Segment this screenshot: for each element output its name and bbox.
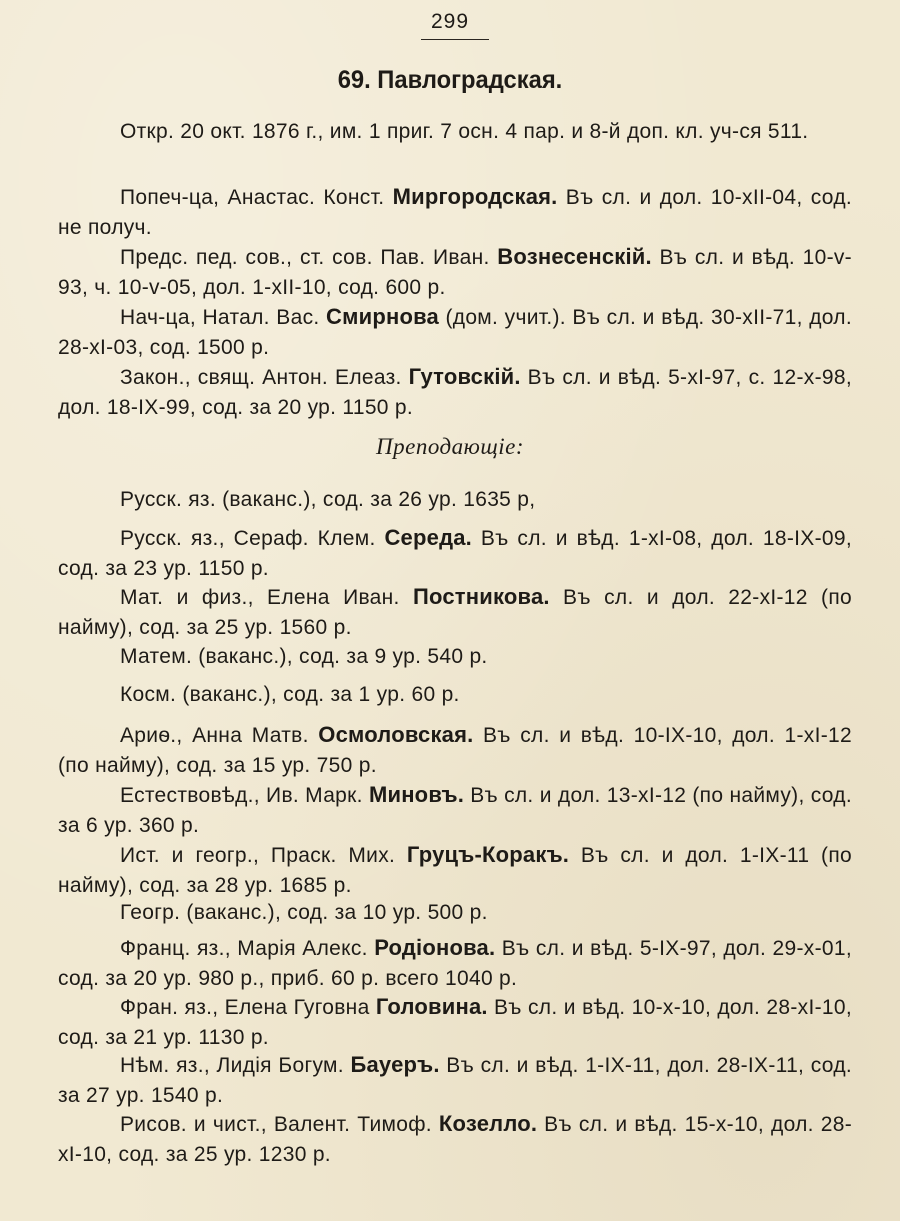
entry-before: Русск. яз. (ваканс.), сод. за 26 ур. 1635 р, [120, 488, 536, 511]
person-surname: Вознесенскій. [497, 244, 652, 269]
entry-after: Въ сл. и вѣд. 5-хI-97, с. 12-х-98, дол. 18-IX-99, сод. за 20 ур. 1150 р. [58, 366, 852, 419]
entry-after: Въ сл. и дол. 10-хII-04, сод. не получ. [58, 186, 853, 239]
person-surname: Постникова. [413, 584, 550, 609]
entry-before: Геогр. (ваканс.), сод. за 10 ур. 500 р. [120, 901, 488, 924]
entry-before: Ариѳ., Анна Матв. [120, 724, 319, 747]
entry-before: Фран. яз., Елена Гуговна [120, 996, 376, 1019]
teacher-entry [58, 780, 852, 841]
entry-after: (дом. учит.). Въ сл. и вѣд. 30-хII-71, дол. 28-хI-03, сод. 1500 р. [58, 306, 852, 359]
person-surname: Бауеръ. [350, 1052, 440, 1077]
entry-after: Въ сл. и вѣд. 10-v-93, ч. 10-v-05, дол. 1-хII-10, сод. 600 р. [58, 246, 852, 299]
person-surname: Головина. [375, 994, 488, 1019]
person-surname: Козелло. [438, 1111, 538, 1136]
teacher-entry [58, 582, 852, 643]
entry-before: Франц. яз., Марія Алекс. [120, 937, 375, 960]
entry-before: Русск. яз., Сераф. Клем. [120, 527, 385, 550]
entry-before: Предс. пед. сов., ст. сов. Пав. Иван. [120, 246, 498, 269]
person-surname: Середа. [384, 525, 472, 550]
opening-text: Откр. 20 окт. 1876 г., им. 1 приг. 7 осн. 4 пар. и 8-й доп. кл. уч-ся 511. [120, 120, 809, 143]
teacher-entry [58, 1050, 852, 1111]
entry-before: Ист. и геогр., Праск. Мих. [120, 844, 407, 867]
entry-before: Матем. (ваканс.), сод. за 9 ур. 540 р. [120, 645, 488, 668]
entry-after: Въ сл. и вѣд. 5-IX-97, дол. 29-х-01, сод. за 20 ур. 980 р., приб. 60 р. всего 1040 р. [58, 937, 852, 990]
entry-before: Рисов. и чист., Валент. Тимоф. [120, 1113, 439, 1136]
teacher-entry [58, 1109, 852, 1170]
opening-paragraph [58, 117, 852, 147]
person-surname: Груцъ-Коракъ. [406, 842, 570, 867]
entry-after: Въ сл. и вѣд. 10-х-10, дол. 28-хI-10, сод. за 21 ур. 1130 р. [58, 996, 852, 1049]
entry-after: Въ сл. и дол. 1-IX-11 (по найму), сод. за 28 ур. 1685 р. [58, 844, 852, 897]
entry-before: Закон., свящ. Антон. Елеаз. [120, 366, 409, 389]
teacher-entry [58, 485, 852, 515]
person-surname: Гутовскій. [408, 364, 521, 389]
entry-after: Въ сл. и вѣд. 1-IX-11, дол. 28-IX-11, сод. за 27 ур. 1540 р. [58, 1054, 853, 1107]
section-title: 69. Павлоградская. [337, 66, 563, 94]
staff-entry [58, 362, 852, 423]
person-surname: Родіонова. [374, 935, 496, 960]
entry-after: Въ сл. и вѣд. 10-IX-10, дол. 1-хI-12 (по найму), сод. за 15 ур. 750 р. [58, 724, 852, 777]
entry-before: Естествовѣд., Ив. Марк. [120, 784, 369, 807]
entry-after: Въ сл. и вѣд. 15-х-10, дол. 28-хI-10, сод. за 25 ур. 1230 р. [58, 1113, 853, 1166]
entry-after: Въ сл. и дол. 22-хI-12 (по найму), сод. за 25 ур. 1560 р. [58, 586, 853, 639]
teacher-entry [58, 840, 852, 901]
teacher-entry [58, 523, 852, 584]
person-surname: Смирнова [326, 304, 439, 329]
entry-before: Попеч-ца, Анастас. Конст. [120, 186, 393, 209]
entry-before: Косм. (ваканс.), сод. за 1 ур. 60 р. [120, 683, 460, 706]
teacher-entry [58, 992, 852, 1053]
teacher-entry [58, 898, 852, 928]
teacher-entry [58, 720, 852, 781]
person-surname: Миновъ. [368, 782, 465, 807]
entry-after: Въ сл. и дол. 13-хI-12 (по найму), сод. за 6 ур. 360 р. [58, 784, 852, 837]
entry-before: Нач-ца, Натал. Вас. [120, 306, 327, 329]
teacher-entry [58, 933, 852, 994]
entry-before: Нѣм. яз., Лидія Богум. [120, 1054, 351, 1077]
person-surname: Миргородская. [392, 184, 558, 209]
person-surname: Осмоловская. [318, 722, 474, 747]
teachers-heading: Преподающіе: [376, 434, 524, 459]
staff-entry [58, 242, 852, 303]
teacher-entry [58, 642, 852, 672]
staff-entry [58, 302, 852, 363]
page-number: 299 [430, 10, 470, 33]
staff-entry [58, 182, 852, 243]
entry-after: Въ сл. и вѣд. 1-хI-08, дол. 18-IX-09, сод. за 23 ур. 1150 р. [58, 527, 853, 580]
entry-before: Мат. и физ., Елена Иван. [120, 586, 414, 609]
teacher-entry [58, 680, 852, 710]
page-number-rule [421, 39, 489, 40]
